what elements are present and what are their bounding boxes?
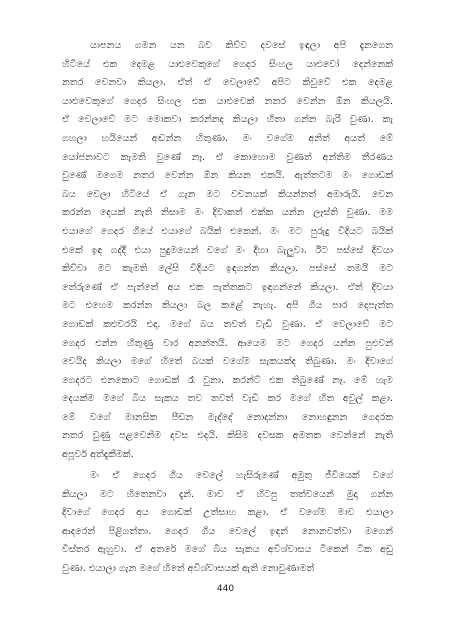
text-line: යාපනය ගමන යන බව කිව්ව දවසේ ඉඳලා අපි දැනගෙන	[90, 40, 393, 51]
text-line: නතර වුණු පළවෙනිම දවස එදයි. කිසිම දවසක අමතක වෙන්නේ නැති	[62, 430, 393, 442]
text-line: කිව්වා මට කැමති ලේසි විදියට ඉඳගන්න කියලා. පස්සේ තමයි මට	[62, 263, 393, 275]
paragraph-2	[62, 467, 393, 579]
text-line: එයාගේ ගෙදර ගියේ එයාගේ බයික් එකෙන්. මං මට පුරුදු විදියට බයික්	[62, 225, 393, 237]
text-line: නතර වෙනවා කියලා. ඒත් ඒ වෙලාවේ අපිට කිවුවේ එක දෙමළ	[62, 77, 393, 89]
text-line: මට එහෙම කරන්න කියලා බල කළේ නැහැ. අපි ගිය පාර දෙපැත්ත	[62, 300, 393, 312]
paragraph-1	[62, 37, 393, 465]
text-line: වුණා. එයාලා ගැන මගේ හිතේ අවිශ්වාසයක් ඇති නොවුණාමත්	[62, 562, 315, 574]
text-line: යෝජනාවට කැමති වුණේ නෑ. ඒ කොහොම වුණත් අන්තිම තීරණය	[62, 151, 393, 163]
text-line: ආදරෙන් පිළිගත්තා. ගෙදර ගිය වෙලේ ඉඳන් නොනවත්වා මගෙන්	[62, 525, 393, 537]
text-line: අපූර්ව අත්දැකීමක්.	[62, 449, 134, 461]
text-line: වෙයිද කියලා මගේ හිතේ බයක් වගේම සැකයක්ද තිබුණා. මං දිවාගේ	[62, 356, 393, 368]
text-line: ගෙදරට එනකොට ගොඩක් රෑ වුනා. කරන්ට් එක තිබුණේ නෑ. මේ හැම	[62, 374, 393, 386]
page-number: 440	[216, 584, 235, 594]
text-line: දිවාගේ ගෙදර අය ගොඩක් උත්සාහ කළා. ඒ වගේම මාව එයාලා	[62, 507, 393, 519]
text-line: එකේ ඉඳ ගද්දී එයා පුදුමයෙන් වගේ මං දිහා බැලුවා. ඊට පස්සේ දිවයා	[62, 244, 393, 256]
text-line: වුණේ මගෙම නතර වෙන්න ඕන කියන එකයි. ඇත්තටම මං ගොඩක්	[62, 170, 393, 182]
text-line: විස්තර ඇහුවා. ඒ අතරේ මගේ බිය සැකය අවිශ්වාසය ටිකෙන් ටික අඩු	[62, 544, 393, 556]
text-line: මේ වගේ මානසික පීඩන මැද්දේ නොදන්නා නොහඳුනන ගෙදරක	[62, 411, 393, 423]
text-line: හිටියේ එක දෙමළ යාළුවෙකුගේ ගෙදර සිංහල යාළුවෝ දෙන්නෙක්	[62, 58, 393, 70]
text-line: යාළුවෙකුගේ ගෙදර සිංහල එක යාළුවෙක් නතර වෙන්න ඕන කියලයි.	[62, 95, 393, 107]
text-line: බය වෙලා හිටියේ ඒ ගැන මට වචනයක් කියන්නත් අමාරුයි. වෙන	[62, 188, 393, 200]
text-line: මං ඒ ගෙදර ගිය වෙලේ හැසිරුණේ අමුතු ජීවියෙක් වගේ	[90, 470, 393, 481]
text-line: දෙයක්ම මගේ බිය සැකය තව තවත් වැඩි කර මගේ හිත අවුල් කළා.	[62, 393, 393, 405]
text-line: ගෙදර එන්න හිතුණු වාර අනන්තයි. ආයෙම මට ගෙදර යන්න පුළුවන්	[62, 337, 393, 349]
text-line: ගොඩක් කළුවරයි එදා. මගේ බය තවත් වැඩි වුණා. ඒ වෙලාවේ මට	[62, 318, 393, 330]
text-line: තේරුණේ ඒ පැත්තේ අය එක පැත්තකට ඉඳගන්නේ කියලා. ඒත් දිවයා	[62, 281, 393, 293]
text-line: ගහලා හයියෙන් අඬන්න හිතුණා. මං වගේම අනිත් අයත් මේ	[62, 132, 393, 144]
text-line: ඒ වෙලාවේ මට මොකවා කරන්නද කියලා හිතා ගන්න බැරි වුණා. කැ	[62, 114, 393, 126]
text-line: කරන්න දෙයක් නැති නිසාම මං දිවාකත් එක්ක යන්න ලෑස්ති වුණා. මම	[62, 207, 393, 219]
text-line: කියලා මට හිතෙනවා දැන්. මාව ඒ හිටපු තත්වයෙන් මුදා ගන්න	[62, 488, 393, 500]
